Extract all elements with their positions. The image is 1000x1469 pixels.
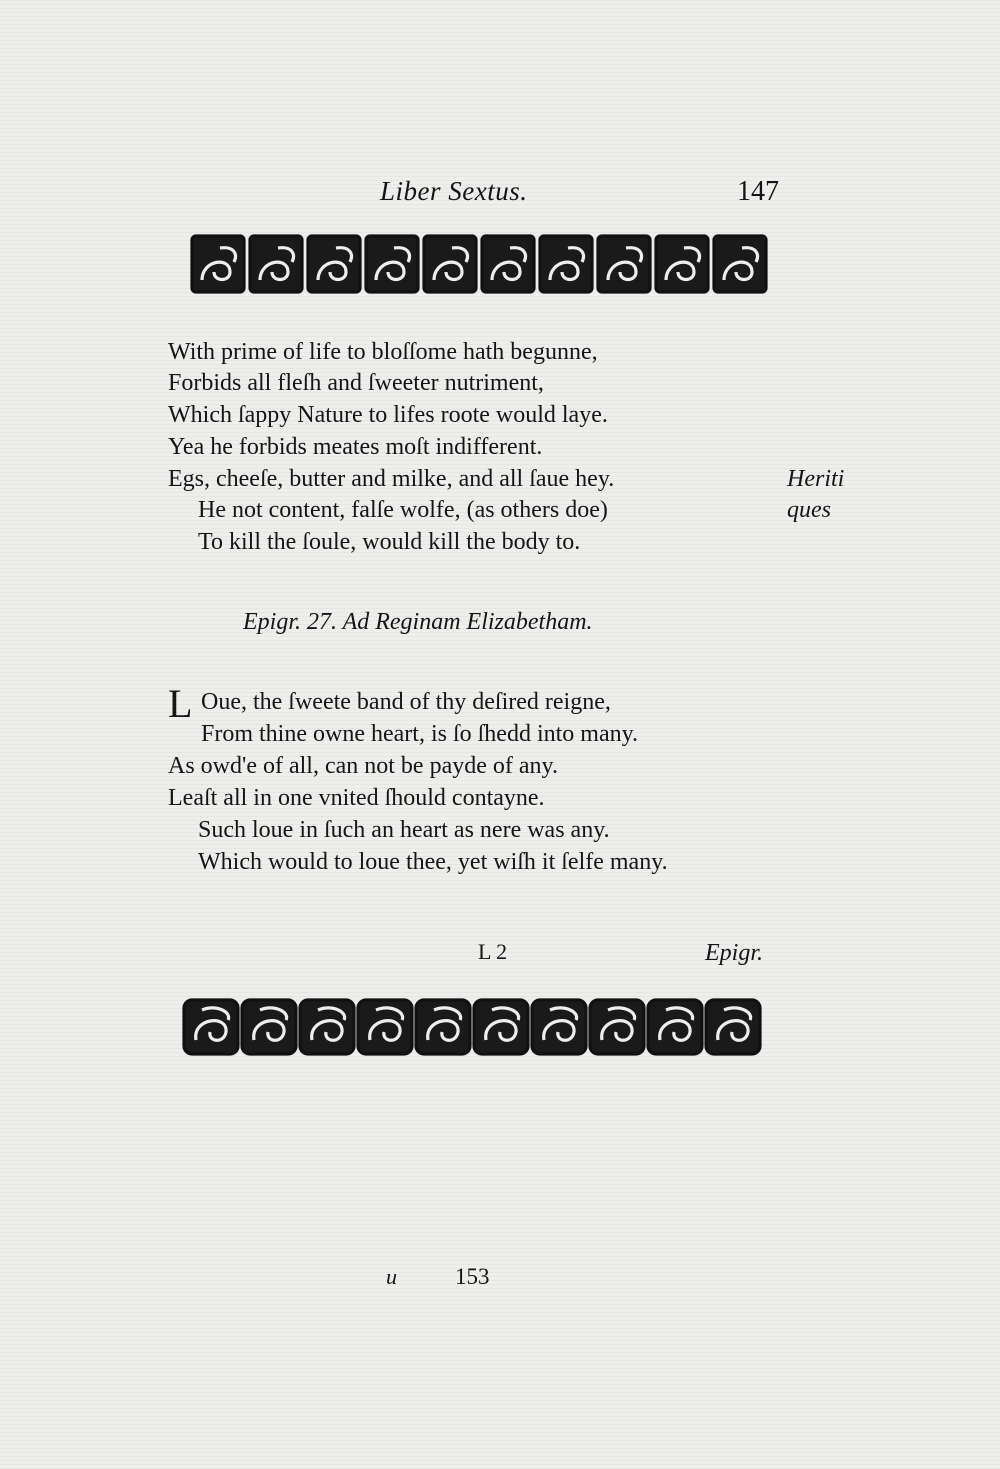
footer-page-number: 153	[455, 1264, 490, 1289]
ornament-unit	[648, 1000, 702, 1054]
ornament-unit	[598, 236, 650, 292]
poem-line: Forbids all fleſh and ſweeter nutriment,	[168, 370, 544, 396]
ornament-unit	[184, 1000, 238, 1054]
poem-line: As owd'e of all, can not be payde of any.	[168, 753, 558, 779]
bottom-ornament-svg	[182, 996, 764, 1058]
ornament-unit	[366, 236, 418, 292]
ornament-unit	[424, 236, 476, 292]
margin-note: Heriti	[787, 466, 845, 492]
top-ornament-svg	[190, 232, 770, 296]
catchword: Epigr.	[705, 940, 764, 966]
poem-line: He not content, falſe wolfe, (as others doe)	[198, 497, 608, 523]
poem-line: With prime of life to bloſſome hath begunne,	[168, 339, 598, 365]
ornament-unit	[300, 1000, 354, 1054]
ornament-unit	[706, 1000, 760, 1054]
ornament-unit	[540, 236, 592, 292]
ornament-unit	[532, 1000, 586, 1054]
epigram-heading: Epigr. 27. Ad Reginam Elizabetham.	[243, 609, 593, 635]
poem-line: Such loue in ſuch an heart as nere was any.	[198, 817, 610, 843]
ornament-unit	[590, 1000, 644, 1054]
bottom-ornament-band	[182, 996, 762, 1058]
footer-mark: u	[386, 1264, 397, 1289]
poem-line: Oue, the ſweete band of thy deſired reigne,	[201, 689, 611, 715]
page-number: 147	[737, 176, 779, 207]
ornament-unit	[242, 1000, 296, 1054]
drop-cap: L	[168, 681, 193, 726]
poem-line: From thine owne heart, is ſo ſhedd into many.	[201, 721, 639, 747]
ornament-unit	[250, 236, 302, 292]
poem-line: To kill the ſoule, would kill the body to.	[198, 529, 581, 555]
poem-line: Leaſt all in one vnited ſhould contayne.	[168, 785, 545, 811]
ornament-unit	[714, 236, 766, 292]
poem-line: Yea he forbids meates moſt indifferent.	[168, 434, 543, 460]
ornament-unit	[482, 236, 534, 292]
ornament-unit	[308, 236, 360, 292]
poem-line: Egs, cheeſe, butter and milke, and all ſaue hey.	[168, 466, 615, 492]
poem-line: Which ſappy Nature to lifes roote would laye.	[168, 402, 608, 428]
ornament-unit	[358, 1000, 412, 1054]
ornament-unit	[656, 236, 708, 292]
top-ornament-band	[190, 232, 770, 296]
signature-mark: L 2	[478, 939, 508, 964]
ornament-unit	[192, 236, 244, 292]
poem-line: Which would to loue thee, yet wiſh it ſelfe many.	[198, 849, 668, 875]
ornament-unit	[474, 1000, 528, 1054]
running-title: Liber Sextus.	[380, 176, 528, 206]
ornament-unit	[416, 1000, 470, 1054]
margin-note: ques	[787, 497, 831, 523]
